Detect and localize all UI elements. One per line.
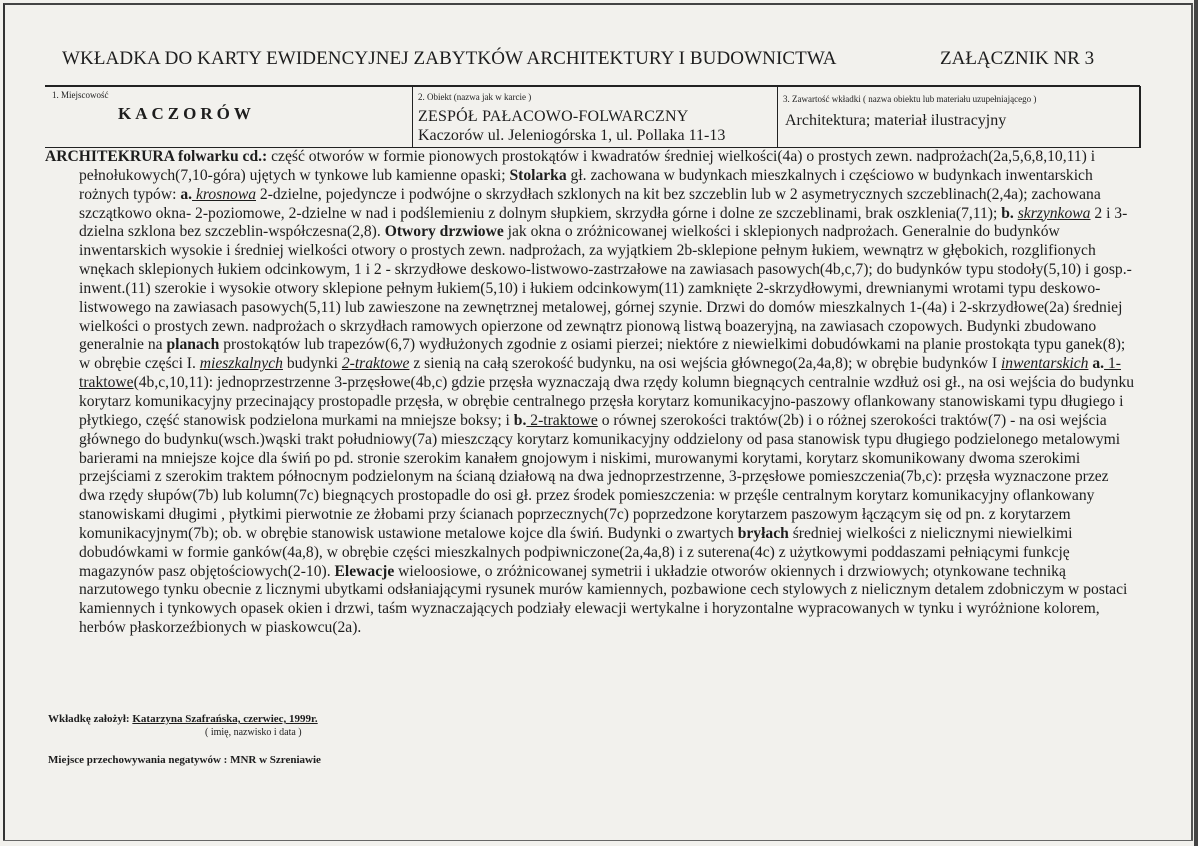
header-divider-1 — [412, 86, 413, 148]
place-value: KACZORÓW — [118, 104, 255, 123]
term: 1-traktowe — [79, 355, 1121, 392]
term: krosnowa — [192, 185, 257, 203]
keyword: bryłach — [737, 524, 789, 542]
object-name: ZESPÓŁ PAŁACOWO-FOLWARCZNY — [418, 108, 689, 125]
header-top-rule — [45, 85, 1140, 87]
text-span: (4b,c,10,11): jednoprzestrzenne 3-przęsłowe(4b,c) gdzie przęsła wyznaczają dwa rzędy kolumn biegnących centralnie wzdłuż osi gł., na osi wejścia do budynku korytarz komunikacyjny przecinający prostopadle przęsła, w obrębie centralnego przęsła korytarz komunikacyjno-paszowy oflankowany stanowiskami typu długiego i płytkiego, część stanowisk podzielona murkami na mniejsze boksy; i — [79, 374, 1135, 429]
section-heading: ARCHITEKRURA folwarku cd.: — [45, 148, 268, 165]
term: 2-traktowe — [341, 355, 410, 373]
scan-bottom-edge — [3, 840, 1193, 841]
object-address: Kaczorów ul. Jeleniogórska 1, ul. Pollaka 11-13 — [418, 127, 726, 144]
term: skrzynkowa — [1017, 204, 1091, 222]
content-label: 3. Zawartość wkładki ( nazwa obiektu lub materiału uzupełniającego ) — [783, 94, 1037, 104]
text-span: prostokątów lub trapezów(6,7) wydłużonych zgodnie z osiami pierzei; niektóre z niewielkimi dobudówkami na planie prostokąta typu ganek(8); w obrębie części I. — [79, 336, 1126, 373]
negative-storage — [48, 754, 321, 766]
term: mieszkalnych — [199, 355, 283, 373]
text-span: 2-dzielne, pojedyncze i podwójne o skrzydłach szklonych na kit bez szczeblin lub w 2 asymetrycznych szczeblinach(2,4a); zachowana szczątkowo okna- 2-poziomowe, 2-dzielne w nad i podślemieniu z dolnym słupkiem, skrzydła górne i dolne ze szczeblinami, brak oszklenia(7,11); — [79, 185, 1101, 222]
object-label: 2. Obiekt (nazwa jak w karcie ) — [418, 92, 532, 102]
text-span: wieloosiowe, o zróżnicowanej symetrii i układzie otworów okiennych i drzwiowych; otynkowane techniką narzutowego tynku obecnie z licznymi ubytkami odsłaniającymi rysunek murów kamiennych, pozbawione cech stylowych z nielicznym detalem zdobniczym w postaci kamiennych i tynkowych opasek okien i drzwi, taśm wyznaczających podziały elewacji wertykalne i horyzontalne wypracowanych w tynku i wyróżnione kolorem, herbów płaskorzeźbionych w piaskowcu(2a). — [79, 562, 1128, 637]
content-value: Architektura; materiał ilustracyjny — [785, 112, 1007, 129]
text-span: o równej szerokości traktów(2b) i o różnej szerokości traktów(7) - na osi wejścia głównego do budynku(wsch.)wąski trakt południowy(7a) mieszczący korytarz komunikacyjny oddzielony od pasa stanowisk typu długiego podzielonego metalowymi barierami na mniejsze kojce dla świń po pd. stronie szerokim kanałem gnojowym i niskimi, murowanymi korytami, korytarz skomunikowany dwoma szerokimi przejściami z szerokim traktem północnym podzielonym na ścianą działową na dwa jednoprzestrzenne, 3-przęsłowe pomieszczenia(7b,c): przęsła wyznaczone przez dwa rzędy słupów(7b) lub kolumn(7c) biegnących prostopadle do osi gł. przez środek pomieszczenia: w przęśle centralnym korytarz komunikacyjny oflankowany stanowiskami długimi , płytkimi pierwotnie ze żłobami przy ścianach poprzecznych(7c) poprzedzone korytarzem paszowym łączącym się od pn. z korytarzem komunikacyjnym(7b); ob. w obrębie stanowisk ustawione metalowe kojce dla świń. Budynki o zwartych — [79, 411, 1121, 542]
text-span: z sienią na całą szerokość budynku, na osi wejścia głównego(2a,4a,8); w obrębie budynków I — [409, 355, 1001, 373]
keyword: Otwory drzwiowe — [384, 223, 504, 241]
storage-label: Miejsce przechowywania negatywów : — [48, 754, 228, 766]
list-marker: a. — [180, 185, 193, 203]
list-marker: b. — [1001, 204, 1014, 222]
created-value: Katarzyna Szafrańska, czerwiec, 1999r. — [132, 713, 318, 725]
list-marker: b. — [513, 411, 527, 429]
created-label: Wkładkę założył: — [48, 713, 130, 725]
text-span: średniej wielkości z nielicznymi niewielkimi dobudówkami w formie ganków(4a,8), w obrębie części mieszkalnych podpiwniczone(2a,4a,8) i z suterena(4c) z użytkowymi poddaszami pełniącymi funkcję magazynów pasz objętościowych(2-10). — [79, 524, 1073, 580]
storage-value: MNR w Szreniawie — [230, 754, 321, 766]
keyword: Elewacje — [334, 562, 395, 580]
text-span: gł. zachowana w budynkach mieszkalnych i częściowo w budynkach inwentarskich rożnych typów: — [79, 166, 1093, 203]
text-span: jak okna o zróżnicowanej wielkości i sklepionych nadprożach. Generalnie do budynków inwentarskich wysokie i średniej wielkości otwory o prostych zewn. nadprożach, za wyjątkiem 2b-sklepione pełnym łukiem, wewnątrz w głębokich, rozglifionych wnękach sklepionych łukiem odcinkowym, 1 i 2 - skrzydłowe deskowo-listwowo-zastrzałowe na zawiasach pasowych(4b,c,7); do budynków typu stodoły(5,10) i gosp.-inwent.(11) szerokie i wysokie otwory sklepione pełnym łukiem(5,10) i łukiem odcinkowym(11) zamknięte 2-skrzydłowymi, drewnianymi wrotami typu deskowo-listwowego na zawiasach pasowych(5,11) lub zawieszone na zewnętrznej metalowej, górnej szynie. Drzwi do domów mieszkalnych 1-(4a) i 2-skrzydłowe(2a) średniej wielkości o prostych zewn. nadprożach o skrzydłach ramowych opierzone od zewnątrz pionową listwą boazeryjną, na zawiasach czopowych. Budynki zbudowano generalnie na — [79, 223, 1132, 354]
place-label: 1. Miejscowość — [52, 90, 109, 100]
created-hint: ( imię, nazwisko i data ) — [205, 727, 302, 738]
keyword: Stolarka — [509, 166, 567, 184]
header-right-edge — [1139, 86, 1141, 148]
term: 2-traktowe — [526, 411, 598, 429]
list-marker: a. — [1088, 355, 1105, 373]
term: inwentarskich — [1000, 355, 1089, 373]
header-divider-2 — [777, 86, 778, 148]
text-span: część otworów w formie pionowych prostokątów i kwadratów średniej wielkości(4a) o prostych zewn. nadprożach(2a,5,6,8,10,11) i pełnołukowych(7,10-góra) ujętych w tynkowe lub kamienne opaski; — [79, 148, 1096, 184]
scan-edge — [1194, 0, 1198, 846]
annex-number: ZAŁĄCZNIK NR 3 — [940, 48, 1095, 69]
keyword: planach — [166, 336, 220, 354]
form-title: WKŁADKA DO KARTY EWIDENCYJNEJ ZABYTKÓW ARCHITEKTURY I BUDOWNICTWA — [62, 48, 837, 69]
description-text — [45, 148, 1135, 638]
created-by — [48, 713, 318, 725]
text-span: budynki — [282, 355, 342, 373]
text-span: 2 i 3-dzielna szklona bez szczeblin-współczesna(2,8). — [79, 204, 1128, 241]
